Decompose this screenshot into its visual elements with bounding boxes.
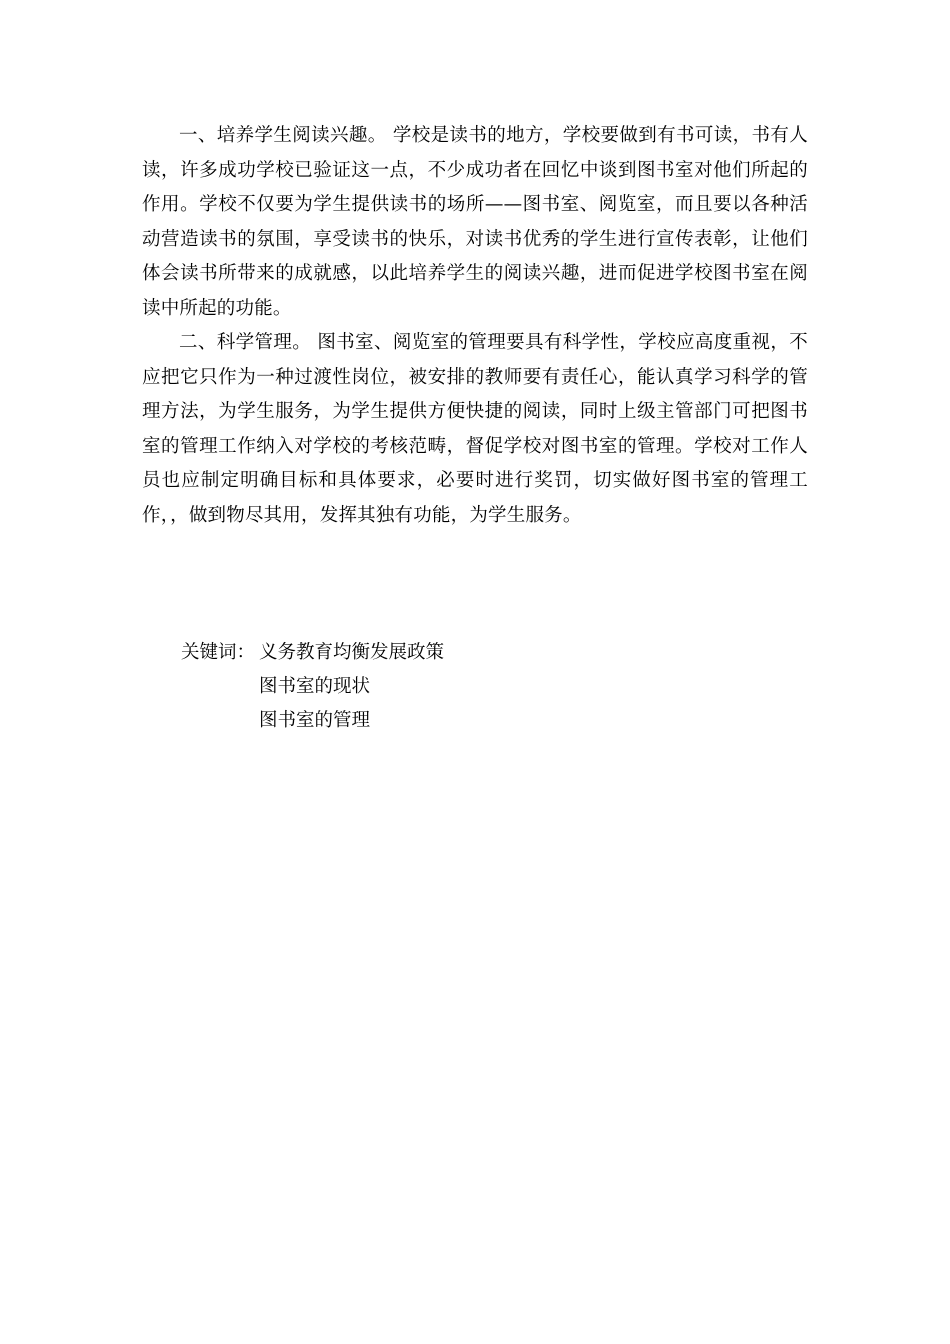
document-body: [142, 119, 808, 533]
keyword-item: 义务教育均衡发展政策: [259, 642, 445, 663]
keywords-section: [181, 636, 444, 738]
keywords-label: 关键词：: [181, 642, 256, 663]
keyword-item: 图书室的管理: [259, 710, 371, 731]
keywords-label-spacer: [181, 704, 259, 738]
paragraph-reading-interest: 一、培养学生阅读兴趣。 学校是读书的地方，学校要做到有书可读，书有人读，许多成功学校已验证这一点，不少成功者在回忆中谈到图书室对他们所起的作用。学校不仅要为学生提供读书的场所——图书室、阅览室，而且要以各种活动营造读书的氛围，享受读书的快乐，对读书优秀的学生进行宣传表彰，让他们体会读书所带来的成就感，以此培养学生的阅读兴趣，进而促进学校图书室在阅读中所起的功能。: [142, 125, 808, 319]
keyword-row: [181, 704, 444, 738]
keyword-row: [181, 670, 444, 704]
keyword-row: [181, 636, 444, 670]
paragraph-scientific-management: 二、科学管理。 图书室、阅览室的管理要具有科学性，学校应高度重视，不应把它只作为一种过渡性岗位，被安排的教师要有责任心，能认真学习科学的管理方法，为学生服务，为学生提供方便快捷的阅读，同时上级主管部门可把图书室的管理工作纳入对学校的考核范畴，督促学校对图书室的管理。学校对工作人员也应制定明确目标和具体要求，必要时进行奖罚，切实做好图书室的管理工作，，做到物尽其用，发挥其独有功能，为学生服务。: [142, 332, 808, 526]
keyword-item: 图书室的现状: [259, 676, 371, 697]
keywords-label-spacer: [181, 670, 259, 704]
